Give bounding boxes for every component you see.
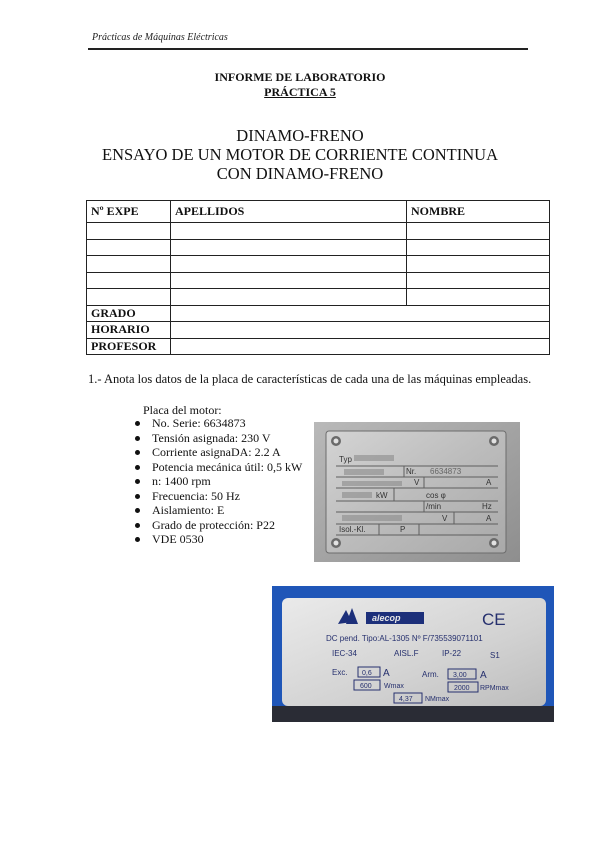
ce-mark: CE (482, 610, 506, 629)
plate1-a: A (486, 478, 492, 487)
cell-name[interactable] (407, 289, 550, 306)
spec-voltage: Tensión asignada: 230 V (133, 431, 302, 446)
student-row (87, 289, 550, 306)
cell-name[interactable] (407, 223, 550, 240)
plate1-kw: kW (376, 491, 388, 500)
grade-value[interactable] (171, 305, 550, 322)
main-title-line2: ENSAYO DE UN MOTOR DE CORRIENTE CONTINUA (102, 145, 498, 164)
header-exp: Nº EXPE (87, 201, 171, 223)
motor-plate-caption: Placa del motor: (143, 403, 222, 417)
plate1-cos: cos φ (426, 491, 446, 500)
main-title-line1: DINAMO-FRENO (236, 126, 364, 145)
spec-serial: No. Serie: 6634873 (133, 416, 302, 431)
plate1-nr-value: 6634873 (430, 467, 462, 476)
cell-surnames[interactable] (171, 239, 407, 256)
dynamo-model: DC pend. Tipo:AL-1305 Nº F/735539071101 (326, 634, 483, 643)
student-row (87, 256, 550, 273)
grade-label: GRADO (87, 305, 171, 322)
spec-speed: n: 1400 rpm (133, 474, 302, 489)
cell-surnames[interactable] (171, 256, 407, 273)
exc-label: Exc. (332, 668, 348, 677)
dynamo-s1: S1 (490, 651, 500, 660)
dynamo-insulation: AISL.F (394, 649, 419, 658)
arm-label: Arm. (422, 670, 439, 679)
dynamo-ip: IP-22 (442, 649, 462, 658)
plate1-min: /min (426, 502, 442, 511)
plate1-nr: Nr. (406, 467, 417, 476)
schedule-value[interactable] (171, 322, 550, 339)
header-rule (88, 48, 528, 50)
rpm-unit: RPMmax (480, 685, 509, 692)
spec-current: Corriente asignaDA: 2.2 A (133, 445, 302, 460)
motor-nameplate-photo (314, 422, 520, 562)
plate1-v: V (414, 478, 420, 487)
brand-name: alecop (372, 613, 401, 623)
arm-unit: A (480, 670, 487, 681)
student-row (87, 223, 550, 240)
spec-protection: Grado de protección: P22 (133, 518, 302, 533)
arm-value: 3,00 (453, 672, 467, 679)
main-title-line3: CON DINAMO-FRENO (216, 164, 384, 183)
motor-spec-list (133, 416, 302, 547)
spec-vde: VDE 0530 (133, 532, 302, 547)
cell-surnames[interactable] (171, 289, 407, 306)
exc-value: 0,6 (362, 670, 372, 677)
cell-name[interactable] (407, 272, 550, 289)
schedule-label: HORARIO (87, 322, 171, 339)
running-header: Prácticas de Máquinas Eléctricas (92, 32, 228, 43)
spec-frequency: Frecuencia: 50 Hz (133, 489, 302, 504)
cell-name[interactable] (407, 256, 550, 273)
spec-insulation: Aislamiento: E (133, 503, 302, 518)
cell-exp[interactable] (87, 239, 171, 256)
teacher-value[interactable] (171, 338, 550, 355)
cell-exp[interactable] (87, 256, 171, 273)
plate1-typ: Typ (339, 455, 352, 464)
torque-value: 4,37 (399, 696, 413, 703)
student-table (86, 200, 550, 355)
practice-number: PRÁCTICA 5 (264, 85, 336, 99)
cell-name[interactable] (407, 239, 550, 256)
header-surnames: APELLIDOS (171, 201, 407, 223)
cell-exp[interactable] (87, 223, 171, 240)
dynamo-nameplate-photo (272, 586, 554, 722)
power-value: 600 (360, 683, 372, 690)
plate1-v2: V (442, 514, 448, 523)
student-row (87, 239, 550, 256)
exc-unit: A (383, 668, 390, 679)
cell-exp[interactable] (87, 272, 171, 289)
question-1: 1.- Anota los datos de la placa de características de cada una de las máquinas empleadas. (88, 372, 532, 386)
cell-exp[interactable] (87, 289, 171, 306)
report-title: INFORME DE LABORATORIO (214, 70, 386, 84)
cell-surnames[interactable] (171, 223, 407, 240)
plate1-hz: Hz (482, 502, 492, 511)
spec-power: Potencia mecánica útil: 0,5 kW (133, 460, 302, 475)
plate1-isol: Isol.-Kl. (339, 525, 366, 534)
dynamo-iec: IEC-34 (332, 649, 357, 658)
student-row (87, 272, 550, 289)
teacher-label: PROFESOR (87, 338, 171, 355)
plate1-p: P (400, 525, 406, 534)
rpm-value: 2000 (454, 685, 470, 692)
power-unit: Wmax (384, 683, 404, 690)
torque-unit: NMmax (425, 696, 450, 703)
header-name: NOMBRE (407, 201, 550, 223)
cell-surnames[interactable] (171, 272, 407, 289)
plate1-a2: A (486, 514, 492, 523)
